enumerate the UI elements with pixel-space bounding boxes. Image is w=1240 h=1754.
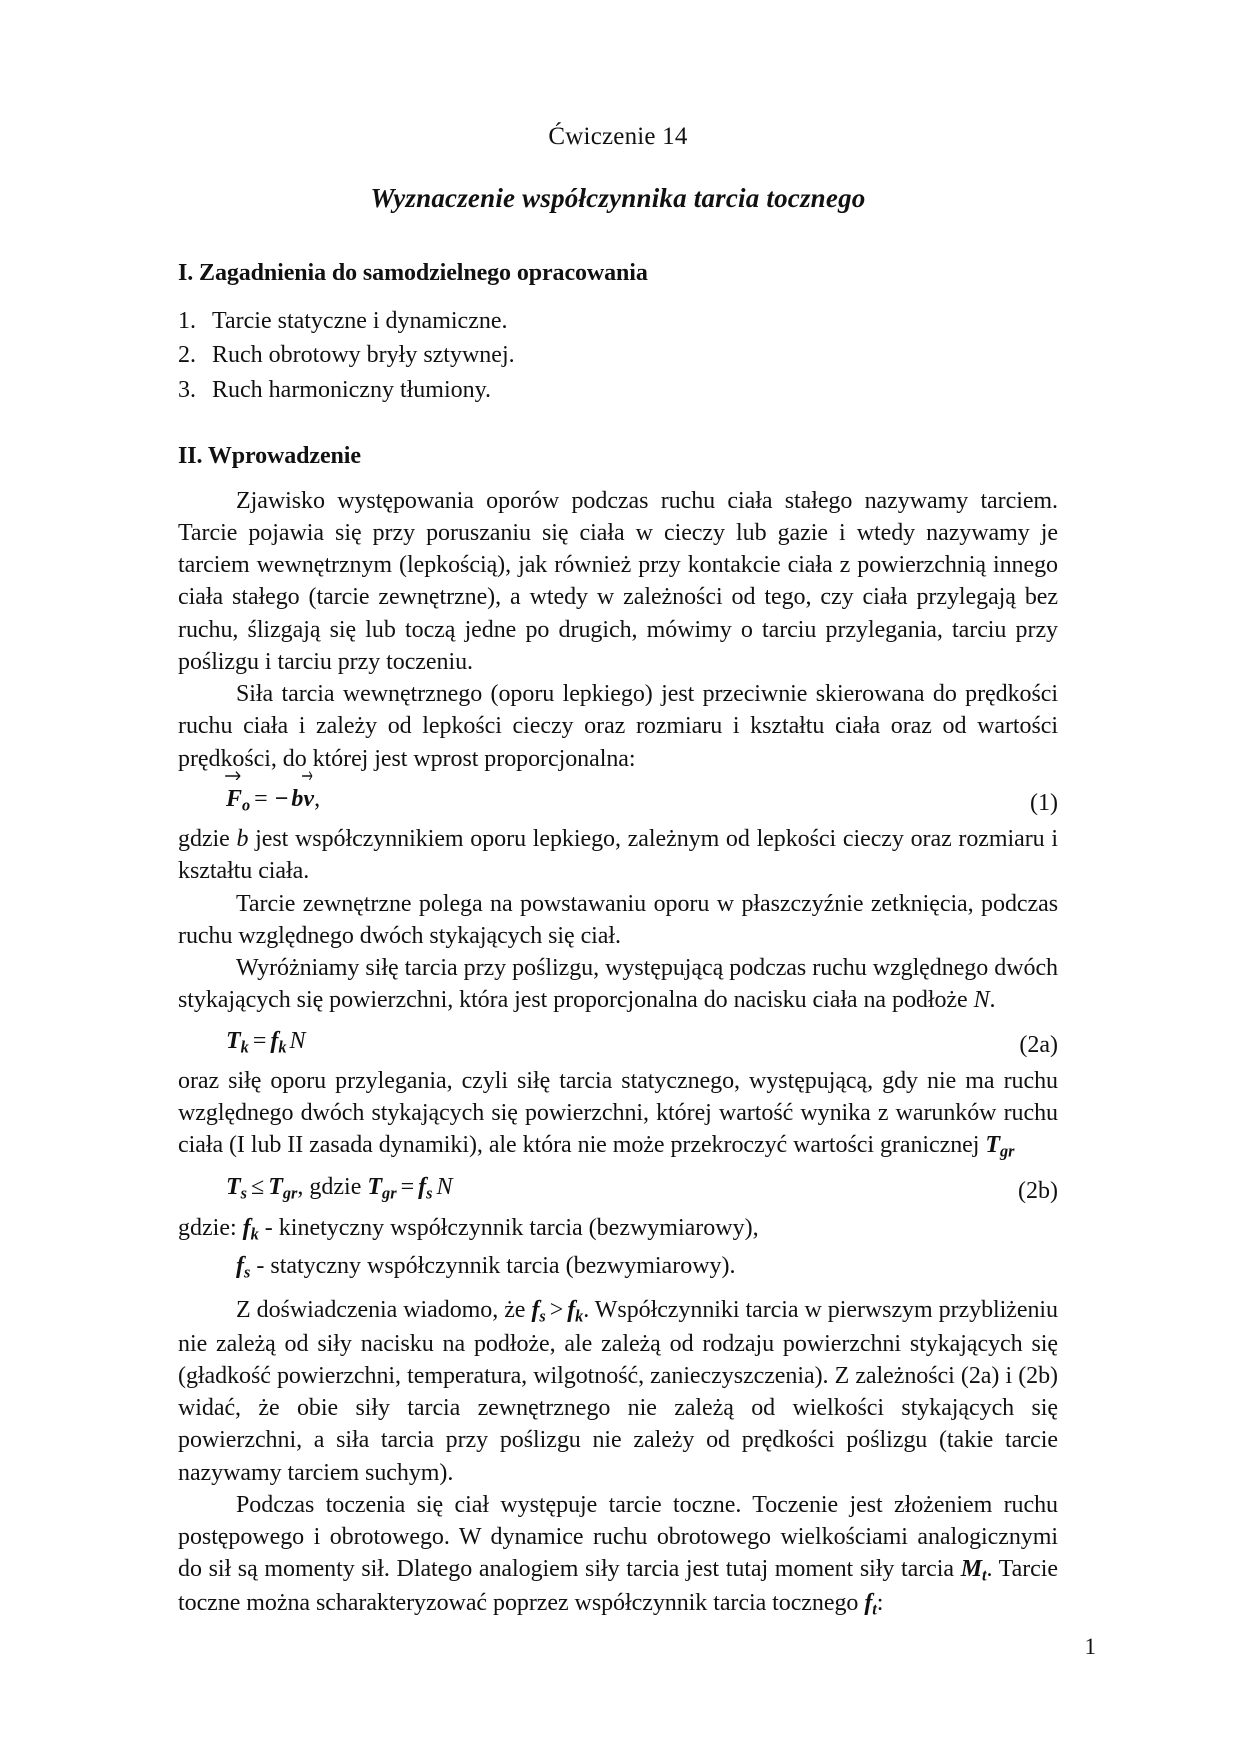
symbol-T-gr — [985, 1132, 1015, 1161]
list-item-number: 1. — [178, 308, 196, 335]
paragraph-rolling-friction-suffix: : — [876, 1589, 884, 1616]
vector-v — [303, 781, 314, 817]
equation-2b-connector: , gdzie — [297, 1173, 368, 1200]
symbol-N: N — [973, 987, 990, 1014]
inline-math-fs-gt-fk: $f_s > f_k$ — [531, 1297, 584, 1326]
equation-1-body — [226, 781, 320, 818]
paragraph-coefficient-b — [178, 823, 1058, 888]
equation-1-lhs-sub: o — [242, 795, 251, 815]
equation-2b-number: (2b) — [1018, 1177, 1058, 1204]
paragraph-external-friction: Tarcie zewnętrzne polega na powstawaniu oporu w płaszczyźnie zetknięcia, podczas ruchu względnego dwóch stykających się ciał. — [178, 890, 1058, 949]
paragraph-comparison-suffix: . Współczynniki tarcia w pierwszym przybliżeniu nie zależą od siły nacisku na podłoże, ale zależą od rodzaju powierzchni stykających się (gładkość powierzchni, temperatura, wilgotność, zanieczyszczenia). Z zależności (2a) i (2b) widać, że obie siły tarcia zewnętrznego nie zależą od wielkości stykających się powierzchni, a siła tarcia przy poślizgu nie zależy od prędkości poślizgu (takie tarcie nazywamy tarciem suchym). — [178, 1297, 1058, 1486]
paragraph-comparison-prefix: Z doświadczenia wiadomo, że — [236, 1297, 532, 1324]
symbol-f-t — [864, 1589, 877, 1619]
paragraph-rolling-friction-prefix: Podczas toczenia się ciał występuje tarcie toczne. Toczenie jest złożeniem ruchu postępowego i obrotowego. W dynamice ruchu obrotowego wielkościami analogicznymi do sił są momenty sił. Dlatego analogiem siły tarcia jest tutaj moment siły tarcia — [178, 1491, 1058, 1583]
equation-2b-lhs-base: T — [226, 1173, 241, 1200]
equation-2b-equals: = — [400, 1173, 415, 1200]
paragraph-rolling-friction — [178, 1489, 1058, 1621]
list-item — [178, 304, 1058, 338]
paragraph-intro: Zjawisko występowania oporów podczas ruchu ciała stałego nazywamy tarciem. Tarcie pojawia się przy poruszaniu się ciała w cieczy lub gazie i wtedy nazywamy je tarciem wewnętrznym (lepkością), jak również przy kontakcie ciała z powierzchnią innego ciała stałego (tarcie zewnętrzne), a wtedy w zależności od tego, czy ciała przylegają bez ruchu, ślizgają się lub toczą jedne po drugich, mówimy o tarciu przylegania, tarciu przy poślizgu i tarciu przy toczeniu. — [178, 487, 1058, 675]
definition-fk-prefix: gdzie: — [178, 1214, 243, 1241]
paragraph-static-friction-prefix: oraz siłę oporu przylegania, czyli siłę tarcia statycznego, występującą, gdy nie ma ruchu względnego dwóch stykających się powierzchni, której wartość wynika z warunków ruchu ciała (I lub II zasada dynamiki), ale która nie może przekroczyć wartości granicznej — [178, 1067, 1058, 1159]
equation-1-sign: − — [274, 786, 289, 813]
equation-2a-row — [178, 1023, 1058, 1061]
paragraph-coefficient-b-prefix: gdzie — [178, 826, 237, 853]
paragraph-sliding-friction — [178, 952, 1058, 1017]
list-item-number: 2. — [178, 342, 196, 369]
equation-2b-operator: ≤ — [251, 1173, 265, 1200]
paragraph-comparison — [178, 1294, 1058, 1489]
symbol-f-t-sub: t — [872, 1599, 877, 1619]
paragraph-static-friction — [178, 1065, 1058, 1163]
symbol-T-gr-base: T — [985, 1132, 1000, 1159]
equation-1-lhs-base: F — [226, 786, 243, 813]
equation-2b-lhs-sub: s — [240, 1183, 248, 1203]
equation-2a-number: (2a) — [1019, 1031, 1058, 1058]
definition-fk — [178, 1211, 1058, 1246]
equation-1-trailing: , — [314, 786, 321, 813]
equation-2b-body — [226, 1169, 452, 1206]
equation-2b-coefficient-base: f — [418, 1173, 427, 1200]
equation-1-rhs-vector: v — [303, 786, 315, 813]
paragraph-sliding-friction-suffix: . — [989, 987, 996, 1014]
exercise-number: Ćwiczenie 14 — [548, 123, 688, 150]
equation-1-number: (1) — [1030, 790, 1058, 817]
symbol-M-t-base: M — [960, 1556, 982, 1583]
equation-1-operator: = — [254, 786, 268, 813]
document-title: Wyznaczenie współczynnika tarcia tocznego — [370, 183, 866, 213]
paragraph-viscous-friction: Siła tarcia wewnętrznego (oporu lepkiego) jest przeciwnie skierowana do prędkości ruchu ciała i zależy od lepkości cieczy oraz rozmiaru i kształtu ciała oraz od wartości prędkości, do której jest wprost proporcjonalna: — [178, 681, 1058, 772]
page-content — [178, 122, 1058, 1620]
equation-2a-body — [226, 1023, 306, 1060]
list-item-label: Ruch obrotowy bryły sztywnej. — [212, 342, 515, 369]
section-heading-i: I. Zagadnienia do samodzielnego opracowania — [178, 260, 648, 287]
equation-2a-coefficient-sub: k — [278, 1037, 287, 1057]
equation-2b-rhs-var: N — [436, 1173, 453, 1200]
symbol-f-s — [236, 1253, 251, 1282]
symbol-M-t-sub: t — [981, 1566, 987, 1585]
symbol-f-s-sub: s — [244, 1262, 251, 1282]
equation-2a-coefficient-base: f — [270, 1027, 279, 1054]
equation-2a-operator: = — [252, 1027, 267, 1054]
definition-fs — [236, 1249, 1058, 1284]
symbol-f-t-base: f — [864, 1589, 873, 1616]
equation-2b-rhs-sub: gr — [382, 1183, 397, 1203]
list-item — [178, 338, 1058, 372]
equation-1-row — [178, 781, 1058, 819]
equation-2a-rhs-var: N — [289, 1027, 306, 1054]
list-item — [178, 373, 1058, 407]
equation-1-coefficient: b — [291, 786, 304, 813]
equation-2a-lhs-sub: k — [240, 1037, 249, 1057]
symbol-M-t — [960, 1556, 987, 1585]
symbol-f-k-sub: k — [250, 1224, 259, 1244]
symbol-f-s-base: f — [236, 1253, 244, 1280]
equation-2a-lhs-base: T — [226, 1027, 241, 1054]
equation-2b-rhs-base: T — [367, 1173, 383, 1200]
list-item-label: Ruch harmoniczny tłumiony. — [212, 376, 492, 403]
paragraph-sliding-friction-prefix: Wyróżniamy siłę tarcia przy poślizgu, występującą podczas ruchu względnego dwóch stykających się powierzchni, która jest proporcjonalna do nacisku ciała na podłoże — [178, 955, 1058, 1014]
list-item-label: Tarcie statyczne i dynamiczne. — [212, 308, 508, 335]
section-heading-ii: II. Wprowadzenie — [178, 442, 361, 469]
equation-2b-row — [178, 1169, 1058, 1207]
equation-2b-mid-base: T — [268, 1173, 283, 1200]
equation-2b-mid-sub: gr — [282, 1183, 298, 1203]
list-item-number: 3. — [178, 376, 196, 403]
paragraph-rolling-friction-mid: . Tarcie toczne można scharakteryzować poprzez współczynnik tarcia tocznego — [178, 1556, 1058, 1616]
definition-fk-text: - kinetyczny współczynnik tarcia (bezwymiarowy), — [258, 1214, 759, 1241]
vector-F — [226, 781, 242, 817]
symbol-f-k — [242, 1214, 259, 1244]
paragraph-coefficient-b-suffix: jest współczynnikiem oporu lepkiego, zależnym od lepkości cieczy oraz rozmiaru i kształtu ciała. — [178, 826, 1058, 885]
topic-list — [178, 304, 1058, 406]
symbol-b: b — [236, 826, 249, 853]
equation-2b-coefficient-sub: s — [426, 1183, 433, 1203]
definition-fs-text: - statyczny współczynnik tarcia (bezwymiarowy). — [250, 1253, 736, 1280]
page-number: 1 — [1084, 1634, 1096, 1659]
symbol-f-k-base: f — [242, 1214, 251, 1241]
symbol-T-gr-sub: gr — [999, 1141, 1015, 1161]
